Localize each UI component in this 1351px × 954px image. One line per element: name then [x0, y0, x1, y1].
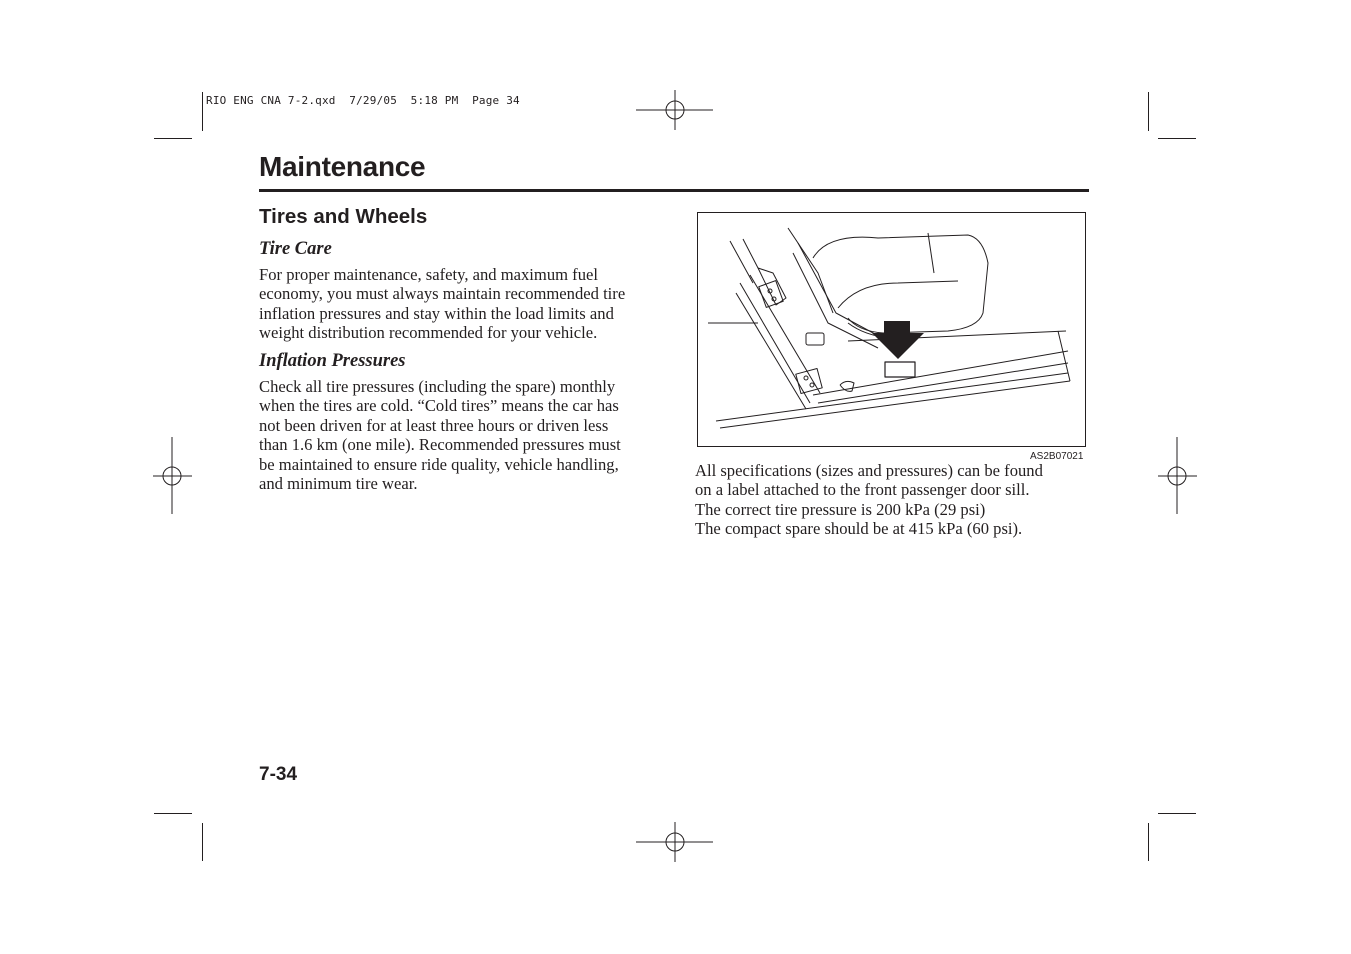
header-rule	[259, 189, 1089, 192]
page-number: 7-34	[259, 764, 298, 785]
tire-care-paragraph: For proper maintenance, safety, and maximum fuel economy, you must always maintain recommended tire inflation pressures and stay within the load limits and weight distribution recommended for your vehicle.	[259, 265, 626, 343]
section-title: Maintenance	[259, 151, 426, 182]
print-slug: RIO ENG CNA 7-2.qxd 7/29/05 5:18 PM Page 34	[206, 94, 520, 107]
down-arrow-icon	[872, 321, 924, 359]
subheading-inflation-pressures: Inflation Pressures	[259, 351, 406, 371]
door-sill-label-drawing	[698, 213, 1086, 447]
door-sill-illustration	[697, 212, 1086, 447]
figure-caption: All specifications (sizes and pressures) can be found on a label attached to the front passenger door sill. The correct tire pressure is 200 kPa (29 psi) The compact spare should be at 415 kPa (60 psi).	[695, 461, 1043, 539]
subheading-tire-care: Tire Care	[259, 239, 332, 259]
heading-tires-and-wheels: Tires and Wheels	[259, 205, 428, 228]
inflation-paragraph: Check all tire pressures (including the spare) monthly when the tires are cold. “Cold tires” means the car has not been driven for at least three hours or driven less than 1.6 km (one mile). Recommended pressures must be maintained to ensure ride quality, vehicle handling, and minimum tire wear.	[259, 377, 621, 494]
figure-code: AS2B07021	[1030, 451, 1084, 462]
